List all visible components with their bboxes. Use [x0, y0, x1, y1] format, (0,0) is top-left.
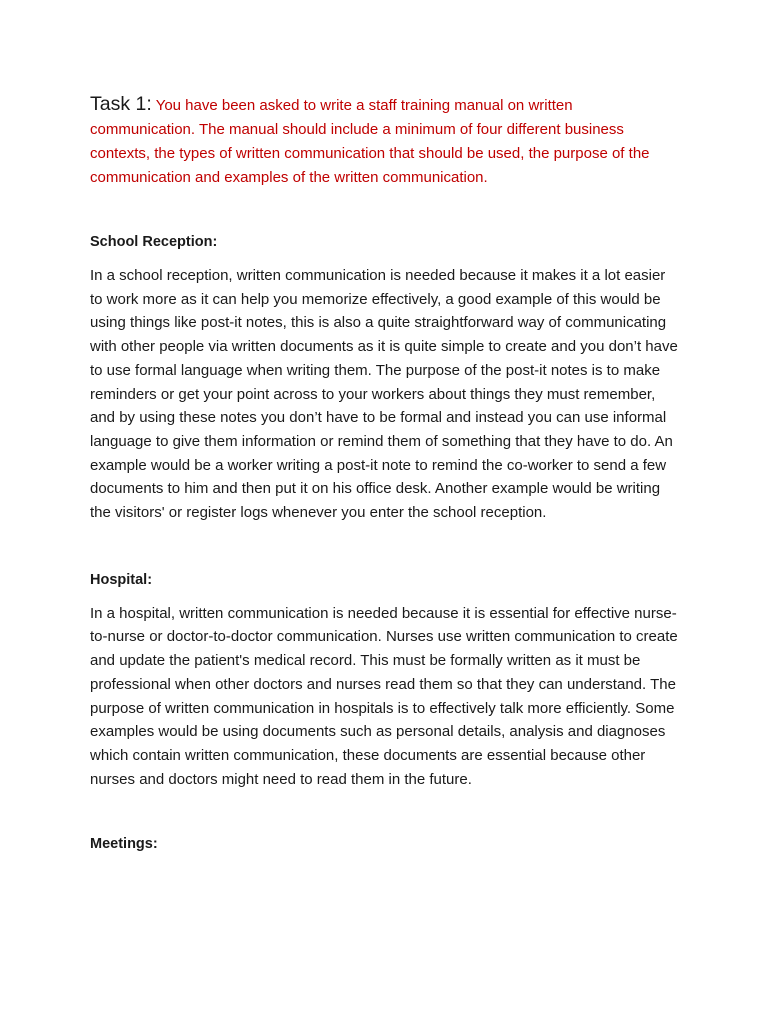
task-instructions: [90, 92, 680, 190]
task-text: You have been asked to write a staff training manual on written communication. The manual should include a minimum of four different business contexts, the types of written communication that should be used, the purpose of the communication and examples of the written communication.: [90, 97, 650, 186]
section-heading-meetings: Meetings:: [90, 836, 158, 853]
task-label: Task 1:: [90, 93, 152, 115]
section-body-school-reception: In a school reception, written communication is needed because it makes it a lot easier to work more as it can help you memorize effectively, a good example of this would be using things like post-it notes, this is also a quite straightforward way of communicating with other people via written documents as it is quite simple to create and you don’t have to use formal language when writing them. The purpose of the post-it notes is to make reminders or get your point across to your workers about things they must remember, and by using these notes you don’t have to be formal and instead you can use informal language to give them information or remind them of something that they have to do. An example would be a worker writing a post-it note to remind the co-worker to send a few documents to him and then put it on his office desk. Another example would be writing the visitors' or register logs whenever you enter the school reception.: [90, 267, 678, 522]
section-heading-school-reception: School Reception:: [90, 234, 218, 250]
section-heading-hospital: Hospital:: [90, 571, 153, 588]
document-content: [90, 92, 680, 854]
section-body-hospital: In a hospital, written communication is needed because it is essential for effective nurse-to-nurse or doctor-to-doctor communication. Nurses use written communication to create and update the patient's medical record. This must be formally written as it must be professional when other doctors and nurses read them so that they can understand. The purpose of written communication in hospitals is to effectively talk more efficiently. Some examples would be using documents such as personal details, analysis and diagnoses which contain written communication, these documents are essential because other nurses and doctors might need to read them in the future.: [90, 604, 678, 788]
